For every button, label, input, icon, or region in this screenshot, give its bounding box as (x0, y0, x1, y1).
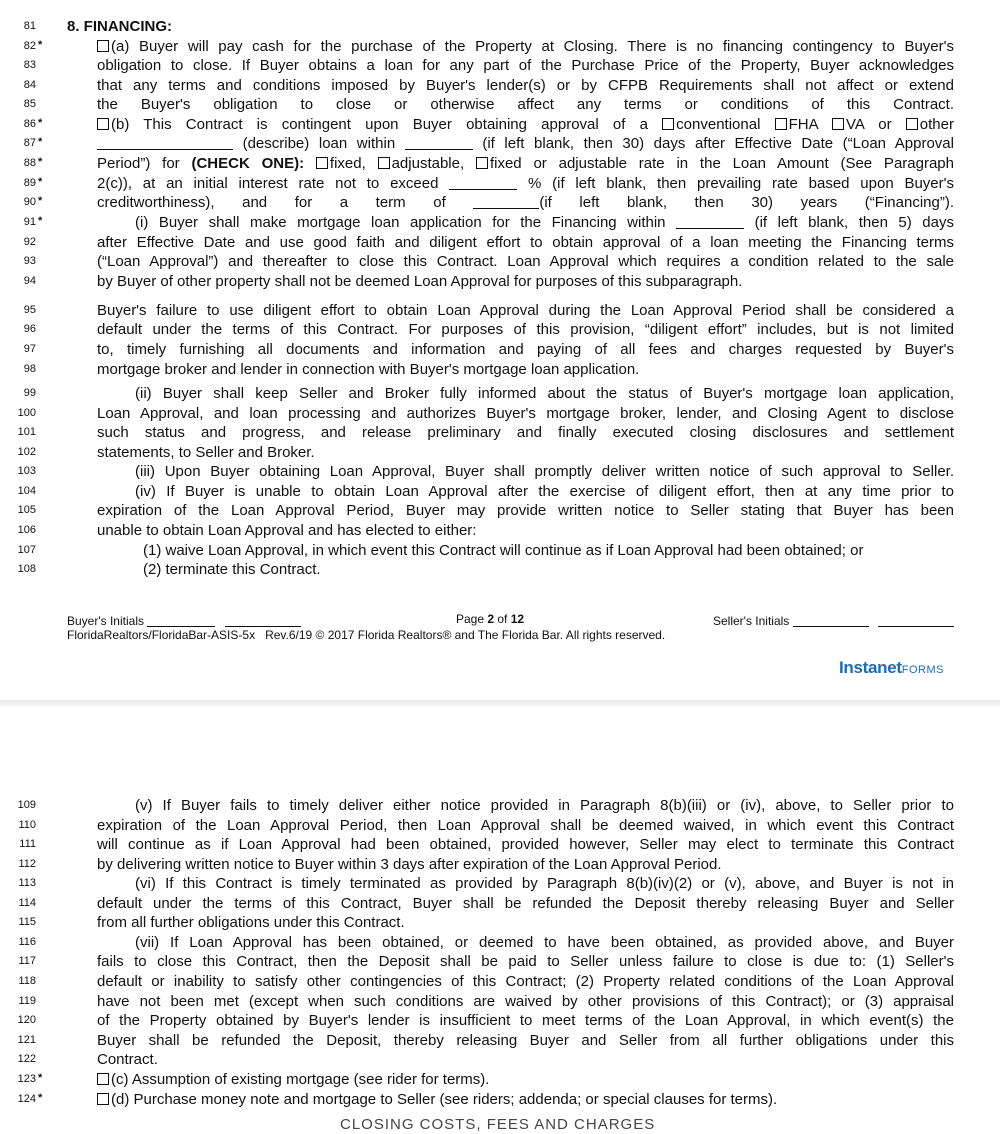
text-run: such status and progress, and release preliminary and finally executed closing disclosures and settlement (97, 424, 954, 441)
text-run: creditworthiness), and for a term of (97, 194, 474, 211)
contract-line (0, 796, 1000, 816)
line-text (97, 913, 954, 933)
text-run: conventional (676, 116, 775, 133)
line-number: 96 (23, 323, 36, 335)
line-number: 124 (17, 1093, 36, 1105)
text-run: fixed or adjustable rate in the Loan Amount (See Paragraph (489, 155, 954, 172)
text-run: that any terms and conditions imposed by Buyer's lender(s) or by CFPB Requirements shall not affect or extend (97, 77, 954, 94)
text-run: other (919, 116, 954, 133)
line-text (97, 56, 954, 76)
checkbox[interactable] (97, 1093, 109, 1105)
line-text (97, 174, 954, 194)
line-text (97, 252, 954, 272)
text-run: (v) If Buyer fails to timely deliver either notice provided in Paragraph 8(b)(iii) or (iv), above, to Seller prior to (135, 797, 954, 814)
line-text (97, 894, 954, 914)
line-number: 103 (17, 465, 36, 477)
text-run: default or inability to satisfy other contingencies of this Contract; (2) Property related conditions of the Loan Approval (97, 973, 954, 990)
line-text (97, 1090, 954, 1110)
line-number: 112 (18, 858, 36, 870)
contract-line (0, 404, 1000, 424)
required-field-star: * (38, 1092, 43, 1104)
text-run: (b) This Contract is contingent upon Buyer obtaining approval of a (111, 116, 663, 133)
line-text (97, 482, 954, 502)
fill-in-blank[interactable] (473, 194, 539, 209)
text-run: (i) Buyer shall make mortgage loan application for the Financing within (135, 214, 677, 231)
line-number: 115 (18, 916, 36, 928)
required-field-star: * (38, 156, 43, 168)
line-text (97, 360, 954, 380)
page-indicator: Page 2 of 12 (456, 612, 525, 626)
text-run: 8. FINANCING: (67, 18, 172, 35)
buyer-initial-blank-2[interactable] (225, 612, 301, 627)
checkbox[interactable] (316, 157, 328, 169)
required-field-star: * (38, 215, 43, 227)
contract-line (0, 56, 1000, 76)
contract-line (0, 816, 1000, 836)
footer-form-info (67, 628, 954, 642)
text-run (304, 155, 316, 172)
line-text (97, 816, 954, 836)
line-text (97, 796, 954, 816)
line-text (97, 972, 954, 992)
contract-line (0, 855, 1000, 875)
line-number: 87 (23, 137, 36, 149)
line-text (97, 320, 954, 340)
contract-line (0, 301, 1000, 321)
line-text (97, 560, 954, 580)
fill-in-blank[interactable] (405, 135, 473, 150)
contract-line (0, 972, 1000, 992)
contract-line (0, 384, 1000, 404)
line-text (97, 521, 954, 541)
line-text (97, 855, 954, 875)
required-field-star: * (38, 1072, 43, 1084)
text-run: % (if left blank, then prevailing rate based upon Buyer's (517, 175, 955, 192)
seller-initial-blank-1[interactable] (793, 612, 869, 627)
buyer-initial-blank-1[interactable] (147, 612, 215, 627)
line-number: 118 (18, 975, 36, 987)
contract-line (0, 37, 1000, 57)
line-number: 100 (17, 407, 36, 419)
line-text (97, 233, 954, 253)
seller-initial-blank-2[interactable] (878, 612, 954, 627)
line-number: 84 (23, 79, 36, 91)
line-text (97, 541, 954, 561)
line-text (97, 115, 954, 135)
text-run: (c) Assumption of existing mortgage (see rider for terms). (111, 1071, 490, 1088)
line-text (97, 423, 954, 443)
line-number: 88 (23, 157, 36, 169)
text-run: (vi) If this Contract is timely terminated as provided by Paragraph 8(b)(iv)(2) or (v), above, and Buyer is not in (135, 875, 954, 892)
line-number: 102 (17, 446, 36, 458)
line-text (97, 952, 954, 972)
text-run: (iv) If Buyer is unable to obtain Loan Approval after the exercise of diligent effort, then at any time prior to (135, 483, 954, 500)
next-section-heading-cut: CLOSING COSTS, FEES AND CHARGES (340, 1116, 656, 1133)
fill-in-blank[interactable] (676, 214, 744, 229)
text-run: (a) Buyer will pay cash for the purchase of the Property at Closing. There is no financing contingency to Buyer's (111, 38, 954, 55)
line-number: 122 (17, 1053, 36, 1065)
checkbox[interactable] (476, 157, 488, 169)
text-run: of the Property obtained by Buyer's lender is insufficient to meet terms of the Loan Approval, in which event(s) the (97, 1012, 954, 1029)
contract-line (0, 76, 1000, 96)
required-field-star: * (38, 117, 43, 129)
text-run: 2(c)), at an initial interest rate not to exceed (97, 175, 450, 192)
checkbox[interactable] (662, 118, 674, 130)
line-text (97, 1031, 954, 1051)
line-text (97, 95, 954, 115)
text-run: default under the terms of this Contract. For purposes of this provision, “diligent effort” includes, but is not limited (97, 321, 954, 338)
text-run: mortgage broker and lender in connection with Buyer's mortgage loan application. (97, 361, 640, 378)
contract-line (0, 360, 1000, 380)
text-run: obligation to close. If Buyer obtains a loan for any part of the Purchase Price of the Property, Buyer acknowledges (97, 57, 954, 74)
text-run: Period”) for (97, 155, 192, 172)
form-id: FloridaRealtors/FloridaBar-ASIS-5x (67, 628, 256, 642)
line-text (97, 874, 954, 894)
contract-line (0, 992, 1000, 1012)
line-text (97, 404, 954, 424)
contract-line (0, 95, 1000, 115)
line-text (97, 76, 954, 96)
line-number: 93 (23, 255, 36, 267)
line-number: 116 (18, 936, 36, 948)
buyers-initials-label: Buyer's Initials (67, 612, 301, 628)
line-number: 89 (23, 177, 36, 189)
text-run: Buyer shall be refunded the Deposit, thereby releasing Buyer and Seller from all further obligations under this (97, 1032, 954, 1049)
contract-line (0, 1011, 1000, 1031)
line-number: 110 (18, 819, 36, 831)
contract-line (0, 115, 1000, 135)
text-run: VA or (845, 116, 906, 133)
text-run: by Buyer of other property shall not be deemed Loan Approval for purposes of this subparagraph. (97, 273, 743, 290)
line-number: 114 (18, 897, 36, 909)
line-number: 86 (23, 118, 36, 130)
contract-line (0, 320, 1000, 340)
contract-line (0, 894, 1000, 914)
required-field-star: * (38, 39, 43, 51)
revision-copyright: Rev.6/19 © 2017 Florida Realtors® and The Florida Bar. All rights reserved. (265, 628, 666, 642)
text-run: after Effective Date and use good faith and diligent effort to obtain approval of a loan meeting the Financing terms (97, 234, 954, 251)
text-run: to, timely furnishing all documents and information and paying of all fees and charges requested by Buyer's (97, 341, 954, 358)
text-run: (if left blank, then 30) years (“Financing”). (539, 194, 954, 211)
contract-line (0, 443, 1000, 463)
checkbox[interactable] (378, 157, 390, 169)
required-field-star: * (38, 195, 43, 207)
line-number: 92 (23, 236, 36, 248)
text-run: (“Loan Approval”) and thereafter to close this Contract. Loan Approval which requires a condition related to the sale (97, 253, 954, 270)
checkbox[interactable] (97, 118, 109, 130)
text-run: default under the terms of this Contract, Buyer shall be refunded the Deposit thereby releasing Buyer and Seller (97, 895, 954, 912)
line-text (97, 384, 954, 404)
line-number: 106 (17, 524, 36, 536)
line-text (97, 443, 954, 463)
text-run: by delivering written notice to Buyer within 3 days after expiration of the Loan Approval Period. (97, 856, 722, 873)
line-text (97, 272, 954, 292)
contract-line (0, 340, 1000, 360)
line-text (97, 1070, 954, 1090)
contract-line (0, 154, 1000, 174)
text-run: statements, to Seller and Broker. (97, 444, 315, 461)
line-text (97, 501, 954, 521)
bold-text: (CHECK ONE): (191, 155, 305, 172)
checkbox[interactable] (906, 118, 918, 130)
line-number: 91 (23, 216, 36, 228)
line-number: 120 (17, 1014, 36, 1026)
line-text (97, 1011, 954, 1031)
text-run: from all further obligations under this Contract. (97, 914, 405, 931)
text-run: (ii) Buyer shall keep Seller and Broker fully informed about the status of Buyer's mortgage loan application, (135, 385, 954, 402)
contract-line (0, 213, 1000, 233)
text-run: (1) waive Loan Approval, in which event this Contract will continue as if Loan Approval had been obtained; or (143, 542, 864, 559)
fill-in-blank[interactable] (449, 175, 517, 190)
line-number: 97 (23, 343, 36, 355)
line-number: 117 (18, 955, 36, 967)
line-number: 85 (23, 98, 36, 110)
sellers-initials-label: Seller's Initials (713, 612, 954, 628)
checkbox[interactable] (832, 118, 844, 130)
contract-line (0, 193, 1000, 213)
text-run: unable to obtain Loan Approval and has elected to either: (97, 522, 477, 539)
text-run: (2) terminate this Contract. (143, 561, 321, 578)
line-number: 121 (17, 1034, 36, 1046)
line-text (97, 193, 954, 213)
contract-line (0, 233, 1000, 253)
text-run: (iii) Upon Buyer obtaining Loan Approval, Buyer shall promptly deliver written notice of such approval to Seller. (135, 463, 954, 480)
line-number: 83 (23, 59, 36, 71)
contract-line (0, 462, 1000, 482)
line-text (97, 835, 954, 855)
section-heading (67, 17, 924, 37)
contract-line (0, 541, 1000, 561)
line-text (97, 37, 954, 57)
contract-line (0, 423, 1000, 443)
text-run: fixed, (329, 155, 378, 172)
contract-line (0, 560, 1000, 580)
contract-line (0, 835, 1000, 855)
line-number: 98 (23, 363, 36, 375)
checkbox[interactable] (775, 118, 787, 130)
contract-line (0, 501, 1000, 521)
line-text (97, 340, 954, 360)
text-run: Loan Approval, and loan processing and authorizes Buyer's mortgage broker, lender, and Closing Agent to disclose (97, 405, 954, 422)
line-number: 104 (17, 485, 36, 497)
line-text (97, 134, 954, 154)
fill-in-blank[interactable] (97, 135, 233, 150)
line-text (97, 1050, 954, 1070)
checkbox[interactable] (97, 1073, 109, 1085)
line-number: 99 (23, 387, 36, 399)
line-number: 95 (23, 304, 36, 316)
line-number: 107 (17, 544, 36, 556)
text-run: Contract. (97, 1051, 158, 1068)
line-number: 111 (19, 838, 36, 850)
line-text (97, 933, 954, 953)
line-number: 119 (18, 995, 36, 1007)
contract-line (0, 17, 1000, 37)
required-field-star: * (38, 176, 43, 188)
text-run: fails to close this Contract, then the Deposit shall be paid to Seller unless failure to close is due to: (1) Seller's (97, 953, 954, 970)
contract-line (0, 482, 1000, 502)
line-text (97, 992, 954, 1012)
contract-line (0, 913, 1000, 933)
text-run: (describe) loan within (233, 135, 405, 152)
line-number: 123 (17, 1073, 36, 1085)
checkbox[interactable] (97, 40, 109, 52)
line-text (97, 301, 954, 321)
text-run: have not been met (except when such conditions are waived by other provisions of this Contract); or (3) appraisal (97, 993, 954, 1010)
text-run: adjustable, (391, 155, 476, 172)
line-number: 101 (17, 426, 36, 438)
text-run: FHA (788, 116, 832, 133)
text-run: (vii) If Loan Approval has been obtained, or deemed to have been obtained, as provided above, and Buyer (135, 934, 954, 951)
line-text (97, 154, 954, 174)
contract-line (0, 252, 1000, 272)
line-number: 108 (17, 563, 36, 575)
line-text (97, 462, 954, 482)
line-number: 81 (23, 20, 36, 32)
required-field-star: * (38, 136, 43, 148)
line-number: 105 (17, 504, 36, 516)
text-run: (d) Purchase money note and mortgage to Seller (see riders; addenda; or special clauses for terms). (111, 1091, 778, 1108)
contract-line (0, 952, 1000, 972)
line-number: 113 (18, 877, 36, 889)
contract-line (0, 272, 1000, 292)
line-number: 109 (17, 799, 36, 811)
text-run: expiration of the Loan Approval Period, Buyer may provide written notice to Seller stating that Buyer has been (97, 502, 954, 519)
contract-line (0, 874, 1000, 894)
text-run: Buyer's failure to use diligent effort to obtain Loan Approval during the Loan Approval Period shall be considered a (97, 302, 954, 319)
text-run: expiration of the Loan Approval Period, then Loan Approval shall be deemed waived, in which event this Contract (97, 817, 954, 834)
contract-line (0, 933, 1000, 953)
contract-line (0, 1090, 1000, 1110)
line-number: 90 (23, 196, 36, 208)
contract-line (0, 1050, 1000, 1070)
line-number: 82 (23, 40, 36, 52)
text-run: will continue as if Loan Approval had been obtained, provided however, Seller may elect to terminate this Contract (97, 836, 954, 853)
line-number: 94 (23, 275, 36, 287)
instanet-forms-logo: InstanetFORMS (838, 658, 944, 677)
text-run: (if left blank, then 5) days (744, 214, 954, 231)
line-text (97, 213, 954, 233)
contract-line (0, 521, 1000, 541)
contract-line (0, 1031, 1000, 1051)
text-run: the Buyer's obligation to close or otherwise affect any terms or conditions of this Contract. (97, 96, 954, 113)
text-run: (if left blank, then 30) days after Effective Date (“Loan Approval (472, 135, 954, 152)
contract-line (0, 174, 1000, 194)
contract-line (0, 134, 1000, 154)
contract-line (0, 1070, 1000, 1090)
